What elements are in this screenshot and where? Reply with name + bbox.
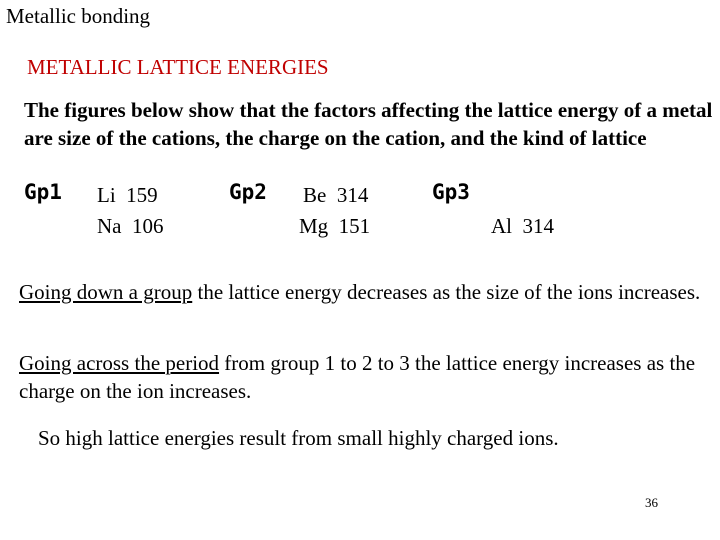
magnesium-energy: Mg 151 <box>299 214 371 238</box>
group-trend-paragraph <box>19 278 709 306</box>
lithium-energy: Li 159 <box>97 183 158 207</box>
period-trend-text: from group 1 to 2 to 3 the lattice energy increases as the charge on the ion increases. <box>19 351 696 403</box>
summary-statement: So high lattice energies result from small highly charged ions. <box>38 426 559 450</box>
sodium-energy: Na 106 <box>97 214 164 238</box>
group-2-label: Gp2 <box>229 180 267 204</box>
slide-header: Metallic bonding <box>6 4 151 28</box>
slide-title: METALLIC LATTICE ENERGIES <box>27 55 329 79</box>
period-trend-phrase: Going across the period <box>19 351 220 375</box>
period-trend-paragraph <box>19 349 709 405</box>
aluminium-energy: Al 314 <box>491 214 554 238</box>
group-trend-text: the lattice energy decreases as the size of the ions increases. <box>192 280 701 304</box>
intro-paragraph: The figures below show that the factors affecting the lattice energy of a metal are size of the cations, the charge on the cation, and the kind of lattice <box>24 98 713 150</box>
beryllium-energy: Be 314 <box>303 183 369 207</box>
group-3-label: Gp3 <box>432 180 470 204</box>
page-number: 36 <box>645 495 658 510</box>
group-trend-phrase: Going down a group <box>19 280 193 304</box>
group-1-label: Gp1 <box>24 180 62 204</box>
